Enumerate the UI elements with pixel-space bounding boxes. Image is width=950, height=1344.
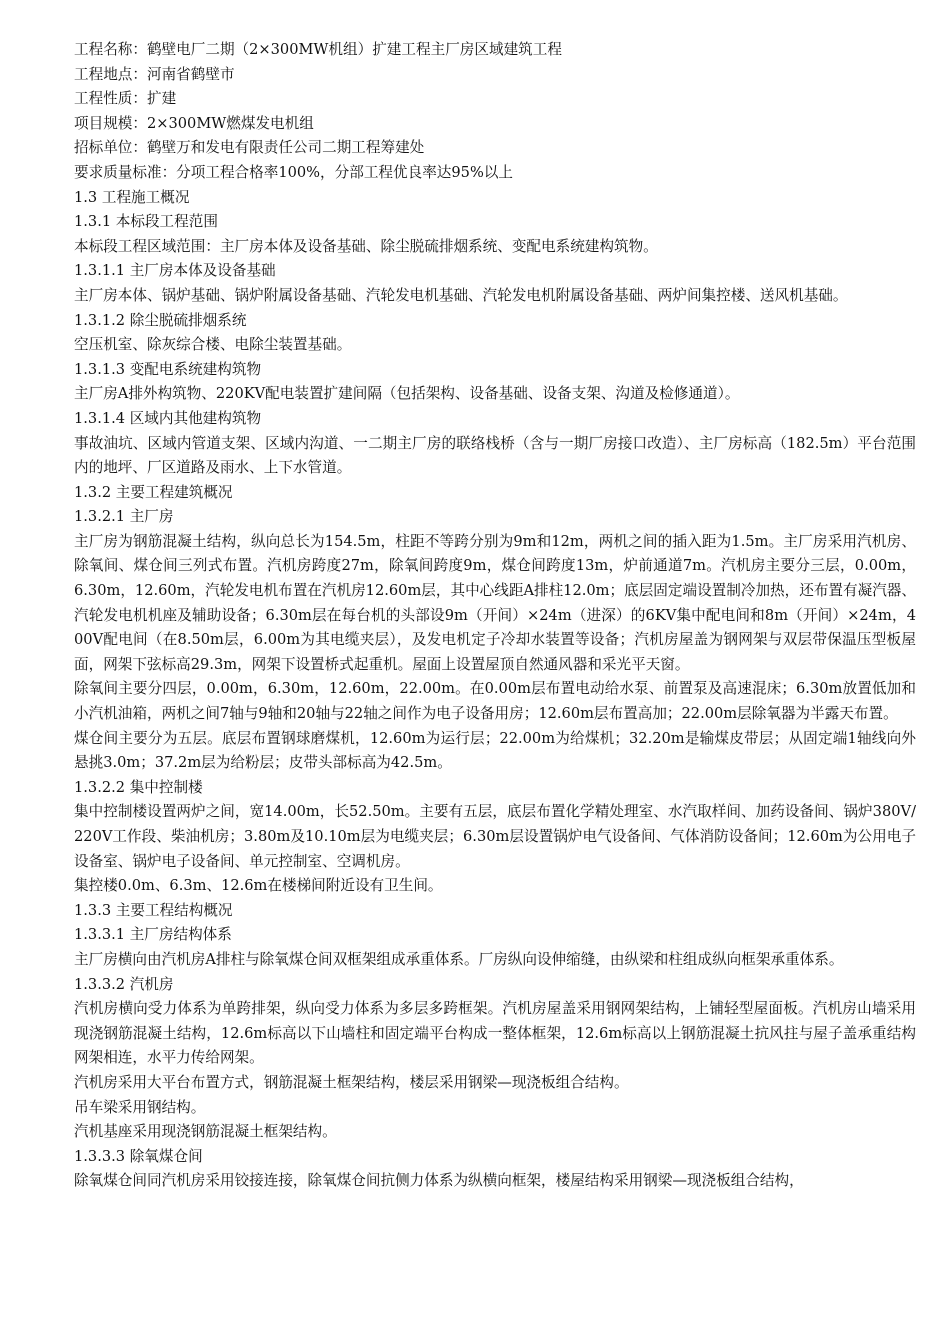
- paragraph-restrooms: 集控楼0.0m、6.3m、12.6m在楼梯间附近设有卫生间。: [74, 877, 443, 895]
- paragraph-deaerator-coal-bay: 除氧煤仓间同汽机房采用铰接连接，除氧煤仓间抗侧力体系为纵横向框架，楼屋结构采用钢梁—现浇板组合结构，: [74, 1172, 804, 1190]
- section-heading-1-3: 1.3 工程施工概况: [74, 188, 190, 206]
- paragraph-other-structures: 事故油坑、区域内管道支架、区域内沟道、一二期主厂房的联络栈桥（含与一期厂房接口改造）、主厂房标高（182.5m）平台范围内的地坪、厂区道路及雨水、上下水管道。: [74, 434, 916, 477]
- section-heading-1-3-1: 1.3.1 本标段工程范围: [74, 213, 218, 231]
- project-nature-line: 工程性质：扩建: [74, 90, 177, 108]
- project-scale-line: 项目规模：2×300MW燃煤发电机组: [74, 114, 314, 132]
- paragraph-platform-layout: 汽机房采用大平台布置方式，钢筋混凝土框架结构，楼层采用钢梁—现浇板组合结构。: [74, 1073, 629, 1091]
- paragraph-turbine-foundation: 汽机基座采用现浇钢筋混凝土框架结构。: [74, 1123, 337, 1141]
- paragraph-structural-system: 主厂房横向由汽机房A排柱与除氧煤仓间双框架组成承重体系。厂房纵向设伸缩缝，由纵梁和柱组成纵向框架承重体系。: [74, 950, 844, 968]
- section-heading-1-3-2-2: 1.3.2.2 集中控制楼: [74, 778, 203, 796]
- paragraph-coal-bunker-bay: 煤仓间主要分为五层。底层布置钢球磨煤机，12.60m为运行层；22.00m为给煤机；32.20m是输煤皮带层；从固定端1轴线向外悬挑3.0m；37.2m层为给粉层；皮带头部标高为42.5m。: [74, 729, 916, 772]
- paragraph-turbine-hall: 汽机房横向受力体系为单跨排架，纵向受力体系为多层多跨框架。汽机房屋盖采用钢网架结构，上铺轻型屋面板。汽机房山墙采用现浇钢筋混凝土结构，12.6m标高以下山墙柱和固定端平台构成一整体框架，12.6m标高以上钢筋混凝土抗风拄与屋子盖承重结构网架相连，水平力传给网架。: [74, 1000, 916, 1067]
- paragraph-power-distribution: 主厂房A排外构筑物、220KV配电装置扩建间隔（包括架构、设备基础、设备支架、沟道及检修通道）。: [74, 385, 740, 403]
- section-heading-1-3-3-3: 1.3.3.3 除氧煤仓间: [74, 1147, 203, 1165]
- section-heading-1-3-1-2: 1.3.1.2 除尘脱硫排烟系统: [74, 311, 247, 329]
- paragraph-main-building: 主厂房为钢筋混凝土结构，纵向总长为154.5m，柱距不等跨分别为9m和12m，两机之间的插入距为1.5m。主厂房采用汽机房、除氧间、煤仓间三列式布置。汽机房跨度27m，除氧间跨度9m，煤仓间跨度13m，炉前通道7m。汽机房主要分三层，0.00m，6.30m，12.60m，汽轮发电机布置在汽机房12.60m层，其中心线距A排柱12.0m；底层固定端设置制冷加热，还布置有凝汽器、汽轮发电机机座及辅助设备；6.30m层在每台机的头部设9m（开间）×24m（进深）的6KV集中配电间和8m（开间）×24m，400V配电间（在8.50m层，6.00m为其电缆夹层），及发电机定子冷却水装置等设备；汽机房屋盖为钢网架与双层带保温压型板屋面，网架下弦标高29.3m，网架下设置桥式起重机。屋面上设置屋顶自然通风器和采光平天窗。: [74, 532, 916, 673]
- section-heading-1-3-2: 1.3.2 主要工程建筑概况: [74, 483, 233, 501]
- section-heading-1-3-1-1: 1.3.1.1 主厂房本体及设备基础: [74, 262, 276, 280]
- section-heading-1-3-1-4: 1.3.1.4 区域内其他建构筑物: [74, 409, 262, 427]
- paragraph-main-building-foundations: 主厂房本体、锅炉基础、锅炉附属设备基础、汽轮发电机基础、汽轮发电机附属设备基础、两炉间集控楼、送风机基础。: [74, 286, 848, 304]
- project-name-line: 工程名称：鹤壁电厂二期（2×300MW机组）扩建工程主厂房区域建筑工程: [74, 41, 562, 58]
- section-heading-1-3-3: 1.3.3 主要工程结构概况: [74, 901, 233, 919]
- section-heading-1-3-3-2: 1.3.3.2 汽机房: [74, 975, 174, 993]
- project-location-line: 工程地点：河南省鹤壁市: [74, 65, 235, 83]
- section-heading-1-3-2-1: 1.3.2.1 主厂房: [74, 508, 174, 526]
- section-heading-1-3-3-1: 1.3.3.1 主厂房结构体系: [74, 926, 232, 944]
- paragraph-deaerator-bay: 除氧间主要分四层，0.00m，6.30m，12.60m，22.00m。在0.00m层布置电动给水泵、前置泵及高速混床；6.30m放置低加和小汽机油箱，两机之间7轴与9轴和20轴与22轴之间作为电子设备用房；12.60m层布置高加；22.00m层除氧器为半露天布置。: [74, 680, 916, 723]
- tendering-unit-line: 招标单位：鹤壁万和发电有限责任公司二期工程筹建处: [74, 139, 425, 157]
- paragraph-scope: 本标段工程区域范围：主厂房本体及设备基础、除尘脱硫排烟系统、变配电系统建构筑物。: [74, 237, 658, 255]
- section-heading-1-3-1-3: 1.3.1.3 变配电系统建构筑物: [74, 360, 262, 378]
- paragraph-control-building: 集中控制楼设置两炉之间，宽14.00m，长52.50m。主要有五层，底层布置化学精处理室、水汽取样间、加药设备间、锅炉380V/220V工作段、柴油机房；3.80m及10.10m层为电缆夹层；6.30m层设置锅炉电气设备间、气体消防设备间；12.60m为公用电子设备室、锅炉电子设备间、单元控制室、空调机房。: [74, 803, 916, 870]
- paragraph-dust-removal: 空压机室、除灰综合楼、电除尘装置基础。: [74, 336, 352, 354]
- document-page: [74, 38, 916, 1194]
- paragraph-crane-beam: 吊车梁采用钢结构。: [74, 1098, 206, 1116]
- quality-standard-line: 要求质量标准：分项工程合格率100%，分部工程优良率达95%以上: [74, 163, 514, 181]
